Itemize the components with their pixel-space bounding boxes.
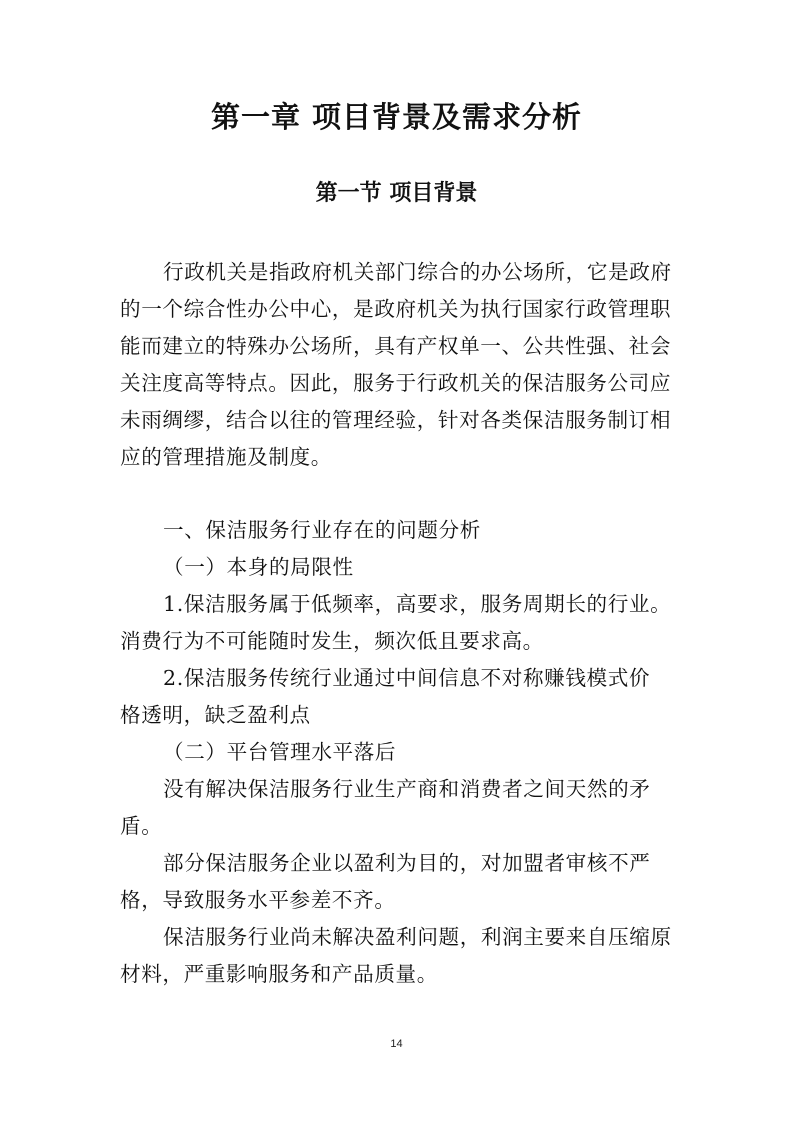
text-line: 1.保洁服务属于低频率，高要求，服务周期长的行业。 — [163, 592, 672, 616]
text-line: 一、保洁服务行业存在的问题分析 — [163, 518, 481, 542]
text-line: 未雨绸缪，结合以往的管理经验，针对各类保洁服务制订相 — [120, 408, 672, 432]
text-line: 关注度高等特点。因此，服务于行政机关的保洁服务公司应 — [120, 371, 672, 395]
text-line: 2.保洁服务传统行业通过中间信息不对称赚钱模式价 — [163, 666, 651, 690]
text-line: （一）本身的局限性 — [163, 555, 354, 579]
text-line: 应的管理措施及制度。 — [120, 445, 332, 469]
text-line: 消费行为不可能随时发生，频次低且要求高。 — [120, 629, 544, 653]
chapter-title: 第一章 项目背景及需求分析 — [210, 100, 583, 134]
section-title: 第一节 项目背景 — [315, 181, 478, 206]
text-line: 格，导致服务水平参差不齐。 — [120, 888, 396, 912]
text-line: 部分保洁服务企业以盈利为目的，对加盟者审核不严 — [163, 851, 651, 875]
text-line: 行政机关是指政府机关部门综合的办公场所，它是政府 — [163, 260, 672, 284]
text-line: 的一个综合性办公中心，是政府机关为执行国家行政管理职 — [120, 297, 672, 321]
text-line: 格透明，缺乏盈利点 — [120, 703, 311, 727]
text-line: 盾。 — [120, 814, 163, 838]
text-line: 没有解决保洁服务行业生产商和消费者之间天然的矛 — [163, 777, 651, 801]
text-line: 材料，严重影响服务和产品质量。 — [120, 962, 438, 986]
page-number: 14 — [390, 1038, 403, 1050]
text-line: 保洁服务行业尚未解决盈利问题，利润主要来自压缩原 — [163, 925, 672, 949]
text-line: （二）平台管理水平落后 — [163, 740, 397, 764]
text-line: 能而建立的特殊办公场所，具有产权单一、公共性强、社会 — [120, 334, 672, 358]
